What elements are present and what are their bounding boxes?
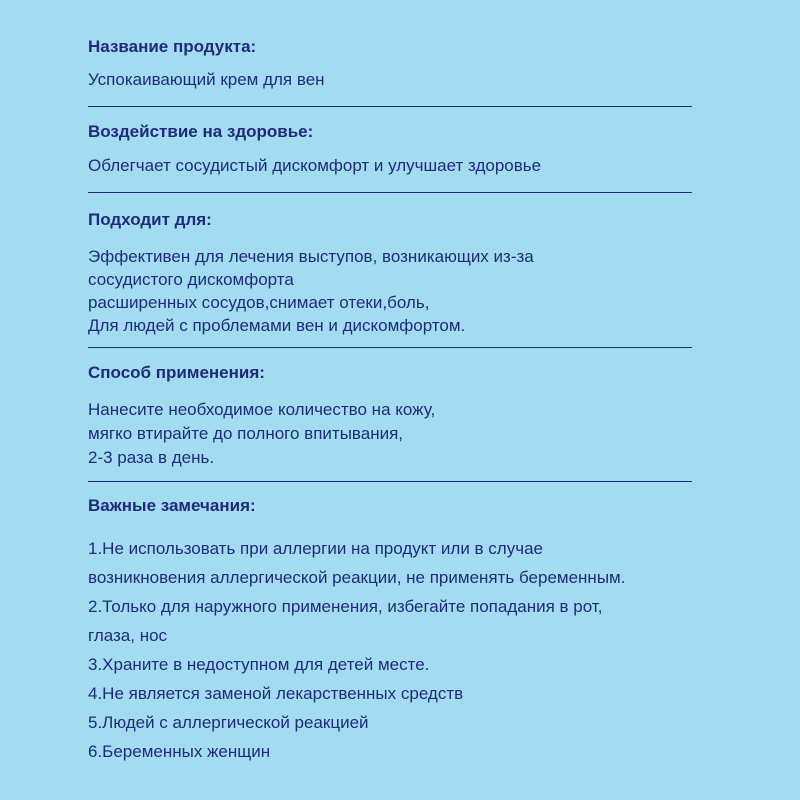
section-heading: Подходит для: [88, 210, 212, 229]
body-line: расширенных сосудов,снимает отеки,боль, [88, 293, 430, 312]
body-line: Успокаивающий крем для вен [88, 70, 325, 89]
body-line: глаза, нос [88, 626, 168, 645]
body-line: 1.Не использовать при аллергии на продукт или в случае [88, 539, 543, 558]
body-line: Нанесите необходимое количество на кожу, [88, 400, 436, 419]
section-body [88, 245, 694, 337]
product-info-sheet [88, 37, 694, 766]
body-line: 2-3 раза в день. [88, 448, 215, 467]
section-heading: Способ применения: [88, 363, 265, 382]
body-line: мягко втирайте до полного впитывания, [88, 424, 404, 443]
section-health-effect [88, 122, 694, 193]
section-body [88, 70, 694, 90]
body-line: Облегчает сосудистый дискомфорт и улучшает здоровье [88, 156, 542, 175]
section-product-name [88, 37, 694, 107]
section-heading: Важные замечания: [88, 496, 256, 515]
body-line: возникновения аллергической реакции, не применять беременным. [88, 568, 626, 587]
body-line: Для людей с проблемами вен и дискомфортом. [88, 316, 466, 335]
body-line: 3.Храните в недоступном для детей месте. [88, 655, 430, 674]
section-divider [88, 192, 692, 193]
body-line: Эффективен для лечения выступов, возникающих из-за [88, 247, 534, 266]
body-line: 2.Только для наружного применения, избегайте попадания в рот, [88, 597, 603, 616]
body-line: 4.Не является заменой лекарственных средств [88, 684, 464, 703]
section-body [88, 398, 694, 470]
body-line: сосудистого дискомфорта [88, 270, 294, 289]
section-suitable-for [88, 210, 694, 348]
section-body [88, 534, 694, 766]
section-divider [88, 106, 692, 107]
section-body [88, 156, 694, 176]
section-important-notes [88, 496, 694, 766]
body-line: 5.Людей с аллергической реакцией [88, 713, 369, 732]
section-heading: Воздействие на здоровье: [88, 122, 314, 141]
section-divider [88, 481, 692, 482]
section-heading: Название продукта: [88, 37, 257, 56]
section-divider [88, 347, 692, 348]
section-usage-method [88, 363, 694, 482]
body-line: 6.Беременных женщин [88, 742, 271, 761]
